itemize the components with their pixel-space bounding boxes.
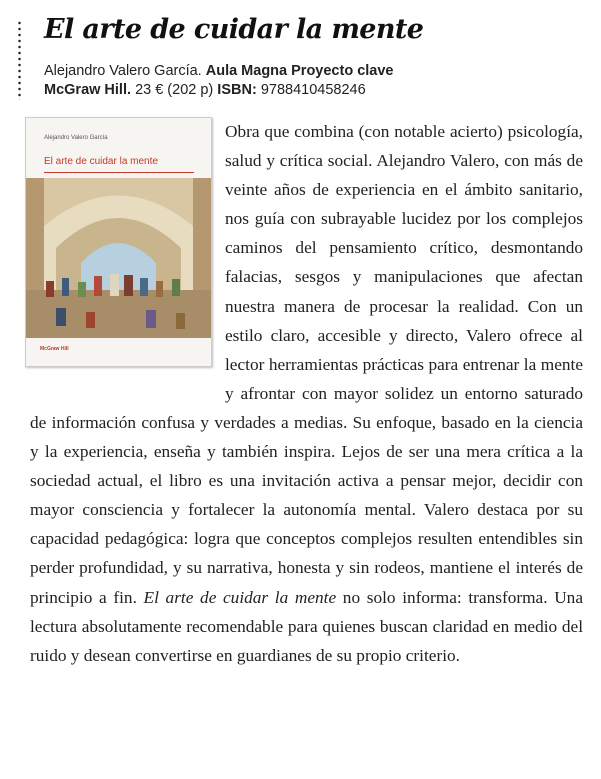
- cover-title: El arte de cuidar la mente: [44, 156, 158, 167]
- cover-author: Alejandro Valero García: [44, 135, 108, 141]
- cover-publisher-logo: McGraw Hill: [40, 346, 69, 352]
- price-pages: 23 € (202 p): [135, 82, 214, 98]
- review-body-book-title: El arte de cuidar la mente: [143, 587, 337, 607]
- review-body-text-2: no solo informa: transforma. Una lectura absolutamente recomendable para quienes buscan claridad en medio del ruido y desean convertirse en guardianes de su propio criterio.: [30, 587, 583, 665]
- book-metadata: [44, 62, 564, 100]
- isbn-label: ISBN:: [217, 82, 257, 98]
- review-body: [30, 117, 583, 670]
- decorative-dotted-rule: [18, 20, 21, 100]
- review-title: El arte de cuidar la mente: [44, 14, 424, 45]
- author-name: Alejandro Valero García.: [44, 63, 202, 79]
- isbn-number: 9788410458246: [260, 82, 366, 98]
- cover-float-spacer: [30, 117, 225, 379]
- publisher-line2: McGraw Hill.: [44, 82, 132, 98]
- review-body-text-1: Obra que combina (con notable acierto) psicología, salud y crítica social. Alejandro Valero, con más de veinte años de experiencia en el ámbito sanitario, nos guía con subrayable lucidez por los complejos caminos del pensamiento crítico, desmontando falacias, sesgos y manipulaciones que afectan nuestra manera de procesar la realidad. Con un estilo claro, accesible y directo, Valero ofrece al lector herramientas prácticas para entrenar la mente y afrontar con mayor solidez un entorno saturado de información confusa y verdades a medias. Su enfoque, basado en la ciencia y la experiencia, enseña y también inspira. Lejos de ser una mera crítica a la sociedad actual, el libro es una invitación activa a pensar mejor, decidir con mayor consciencia y fortalecer la autonomía mental. Valero destaca por su capacidad pedagógica: logra que conceptos complejos resulten entendibles sin perder profundidad, y su narrativa, honesta y sin rodeos, mantiene el interés de principio a fin.: [30, 122, 583, 607]
- publisher-line1: Aula Magna Proyecto clave: [205, 63, 394, 79]
